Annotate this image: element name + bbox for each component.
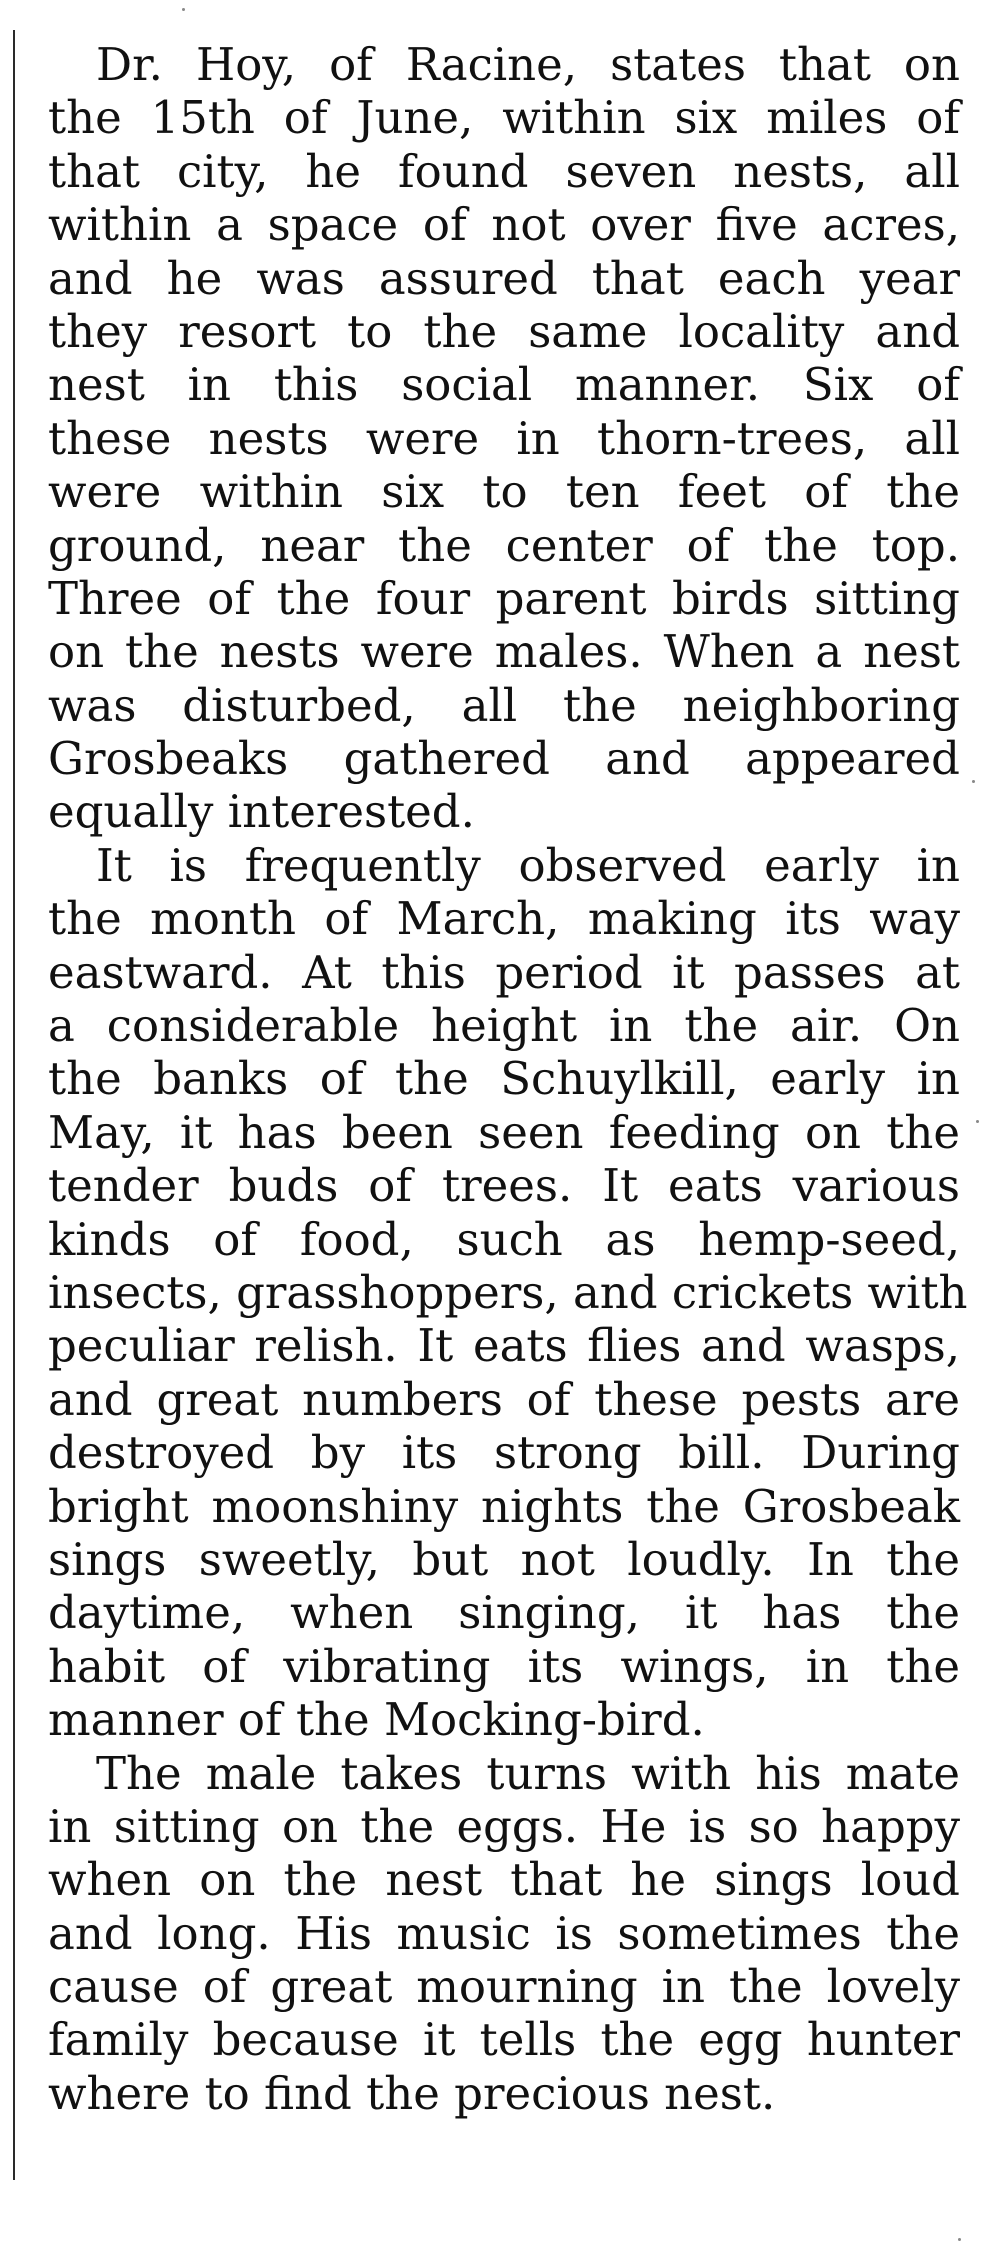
text-line: daytime, when singing, it has the: [48, 1586, 960, 1640]
paragraph-1: [48, 38, 960, 839]
text-line: Dr. Hoy, of Racine, states that on: [96, 38, 960, 91]
paragraph-2: [48, 838, 968, 1747]
paper-speck: [182, 8, 185, 11]
paragraph-3: [48, 1747, 960, 2121]
paper-speck: [958, 2238, 961, 2241]
text-line: nest in this social manner. Six of: [48, 358, 960, 412]
text-line: within a space of not over five acres,: [48, 198, 960, 252]
text-line: a considerable height in the air. On: [48, 999, 960, 1053]
text-line: on the nests were males. When a nest: [48, 625, 960, 679]
text-line: The male takes turns with his mate: [96, 1746, 960, 1800]
paper-speck: [976, 1120, 979, 1123]
text-line: and he was assured that each year: [48, 251, 960, 305]
text-line: peculiar relish. It eats flies and wasps,: [48, 1319, 960, 1373]
text-line: and long. His music is sometimes the: [48, 1906, 960, 1960]
text-line: Three of the four parent birds sitting: [48, 571, 960, 625]
text-line: and great numbers of these pests are: [48, 1372, 960, 1426]
text-line: eastward. At this period it passes at: [48, 945, 960, 999]
text-line: in sitting on the eggs. He is so happy: [48, 1799, 960, 1853]
text-line: they resort to the same locality and: [48, 304, 960, 358]
text-line: when on the nest that he sings loud: [48, 1853, 960, 1907]
margin-rule: [13, 30, 15, 2180]
text-line: were within six to ten feet of the: [48, 465, 960, 519]
text-line: It is frequently observed early in: [96, 838, 960, 892]
text-line: bright moonshiny nights the Grosbeak: [48, 1479, 960, 1533]
text-line: sings sweetly, but not loudly. In the: [48, 1532, 960, 1586]
text-line: the banks of the Schuylkill, early in: [48, 1052, 960, 1106]
text-line: manner of the Mocking-bird.: [48, 1693, 705, 1747]
text-line: May, it has been seen feeding on the: [48, 1105, 960, 1159]
paper-speck: [972, 780, 975, 783]
text-line: family because it tells the egg hunter: [48, 2013, 960, 2067]
text-line: these nests were in thorn-trees, all: [48, 411, 960, 465]
text-column: [48, 38, 968, 2120]
text-line: where to find the precious nest.: [48, 2066, 776, 2120]
text-line: habit of vibrating its wings, in the: [48, 1639, 960, 1693]
text-line: kinds of food, such as hemp-seed,: [48, 1212, 960, 1266]
text-line: Grosbeaks gathered and appeared: [48, 732, 960, 786]
text-line: tender buds of trees. It eats various: [48, 1159, 960, 1213]
text-line: the 15th of June, within six miles of: [48, 91, 960, 145]
text-line: destroyed by its strong bill. During: [48, 1426, 960, 1480]
text-line: ground, near the center of the top.: [48, 518, 960, 572]
text-line: that city, he found seven nests, all: [48, 144, 960, 198]
text-line: equally interested.: [48, 785, 475, 839]
text-line: cause of great mourning in the lovely: [48, 1960, 960, 2014]
text-line: was disturbed, all the neighboring: [48, 678, 960, 732]
text-line: the month of March, making its way: [48, 892, 960, 946]
text-line: insects, grasshoppers, and crickets with: [48, 1265, 968, 1319]
